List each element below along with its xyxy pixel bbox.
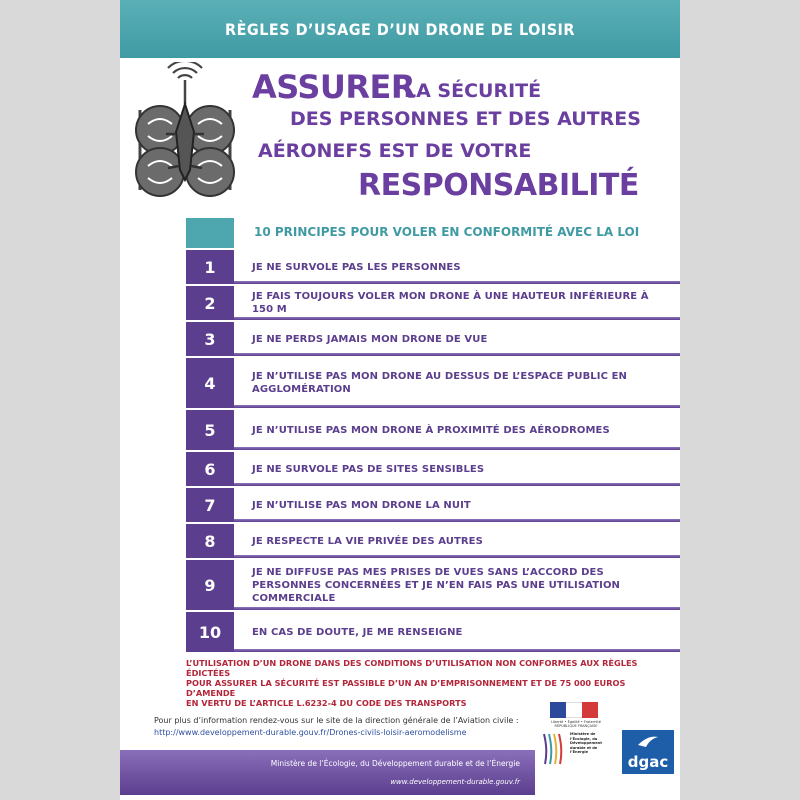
plane-icon bbox=[636, 733, 660, 749]
ministry-stripes-icon bbox=[542, 732, 566, 766]
warning-line-2: POUR ASSURER LA SÉCURITÉ EST PASSIBLE D’UN AN D’EMPRISONNEMENT ET DE 75 000 EUROS D’AMENDE bbox=[186, 678, 626, 698]
headline-responsabilite: RESPONSABILITÉ bbox=[358, 168, 639, 203]
principle-number: 5 bbox=[186, 410, 234, 450]
more-info-text: Pour plus d’information rendez-vous sur le site de la direction générale de l’Aviation civile : bbox=[154, 716, 519, 725]
principle-row bbox=[186, 286, 680, 320]
republique-motto: Liberté • Égalité • Fraternité RÉPUBLIQUE FRANÇAISE bbox=[551, 720, 601, 728]
row-divider bbox=[234, 405, 680, 408]
principle-number: 3 bbox=[186, 322, 234, 356]
principle-number: 4 bbox=[186, 358, 234, 408]
principle-text: EN CAS DE DOUTE, JE ME RENSEIGNE bbox=[252, 626, 463, 638]
principle-number: 8 bbox=[186, 524, 234, 558]
header-band bbox=[120, 0, 680, 58]
principle-text: JE NE SURVOLE PAS DE SITES SENSIBLES bbox=[252, 463, 485, 475]
ministry-short-name: Ministère de l’Écologie, du Développement durable et de l’Énergie bbox=[570, 732, 602, 755]
row-divider bbox=[234, 281, 680, 284]
principle-row bbox=[186, 488, 680, 522]
principle-row bbox=[186, 452, 680, 486]
headline-line2: DES PERSONNES ET DES AUTRES bbox=[290, 108, 641, 130]
principles-heading bbox=[186, 218, 680, 248]
footer-website[interactable]: www.developpement-durable.gouv.fr bbox=[390, 778, 520, 786]
principle-number: 6 bbox=[186, 452, 234, 486]
principle-row bbox=[186, 250, 680, 284]
row-divider bbox=[234, 353, 680, 356]
warning-line-3: EN VERTU DE L’ARTICLE L.6232-4 DU CODE DES TRANSPORTS bbox=[186, 698, 467, 708]
principle-number: 1 bbox=[186, 250, 234, 284]
row-divider bbox=[234, 317, 680, 320]
french-flag-icon bbox=[550, 702, 598, 718]
more-info bbox=[154, 715, 524, 739]
warning-line-1: L’UTILISATION D’UN DRONE DANS DES CONDITIONS D’UTILISATION NON CONFORMES AUX RÈGLES ÉDICTÉES bbox=[186, 658, 638, 678]
principle-row bbox=[186, 524, 680, 558]
headline-assurer: ASSURER bbox=[252, 68, 416, 106]
row-divider bbox=[234, 447, 680, 450]
footer-ministry: Ministère de l’Écologie, du Développement durable et de l’Énergie bbox=[270, 759, 520, 768]
principle-row bbox=[186, 322, 680, 356]
principle-number: 2 bbox=[186, 286, 234, 320]
principle-text: JE RESPECTE LA VIE PRIVÉE DES AUTRES bbox=[252, 535, 483, 547]
row-divider bbox=[234, 649, 680, 652]
poster bbox=[120, 0, 680, 800]
dgac-label: dgac bbox=[627, 753, 669, 771]
principle-row bbox=[186, 612, 680, 652]
row-divider bbox=[234, 555, 680, 558]
more-info-link[interactable]: http://www.developpement-durable.gouv.fr/Drones-civils-loisir-aeromodelisme bbox=[154, 728, 467, 737]
principle-number: 9 bbox=[186, 560, 234, 610]
principle-row bbox=[186, 410, 680, 450]
republique-francaise-logo bbox=[536, 700, 616, 770]
principle-text: JE NE SURVOLE PAS LES PERSONNES bbox=[252, 261, 461, 273]
principle-row bbox=[186, 358, 680, 408]
row-divider bbox=[234, 519, 680, 522]
footer-band bbox=[120, 750, 535, 795]
principle-number: 10 bbox=[186, 612, 234, 652]
principle-row bbox=[186, 560, 680, 610]
headline-line1: LA SÉCURITÉ bbox=[404, 80, 542, 102]
drone-icon bbox=[126, 62, 244, 202]
principle-text: JE NE DIFFUSE PAS MES PRISES DE VUES SANS L’ACCORD DES PERSONNES CONCERNÉES ET JE N’EN FAIS PAS UNE UTILISATION COMMERCIALE bbox=[252, 566, 621, 604]
principle-text: JE N’UTILISE PAS MON DRONE À PROXIMITÉ DES AÉRODROMES bbox=[252, 424, 610, 436]
principle-number: 7 bbox=[186, 488, 234, 522]
heading-tab bbox=[186, 218, 234, 248]
poster-title: RÈGLES D’USAGE D’UN DRONE DE LOISIR bbox=[224, 19, 575, 39]
headline-line3: AÉRONEFS EST DE VOTRE bbox=[258, 140, 532, 162]
dgac-logo bbox=[622, 730, 674, 774]
row-divider bbox=[234, 483, 680, 486]
principle-text: JE N’UTILISE PAS MON DRONE LA NUIT bbox=[252, 499, 471, 511]
principles-heading-text: 10 PRINCIPES POUR VOLER EN CONFORMITÉ AVEC LA LOI bbox=[254, 225, 640, 239]
principle-text: JE FAIS TOUJOURS VOLER MON DRONE À UNE HAUTEUR INFÉRIEURE À 150 M bbox=[252, 291, 649, 315]
row-divider bbox=[234, 607, 680, 610]
principle-text: JE N’UTILISE PAS MON DRONE AU DESSUS DE L’ESPACE PUBLIC EN AGGLOMÉRATION bbox=[252, 371, 628, 395]
principle-text: JE NE PERDS JAMAIS MON DRONE DE VUE bbox=[252, 333, 488, 345]
